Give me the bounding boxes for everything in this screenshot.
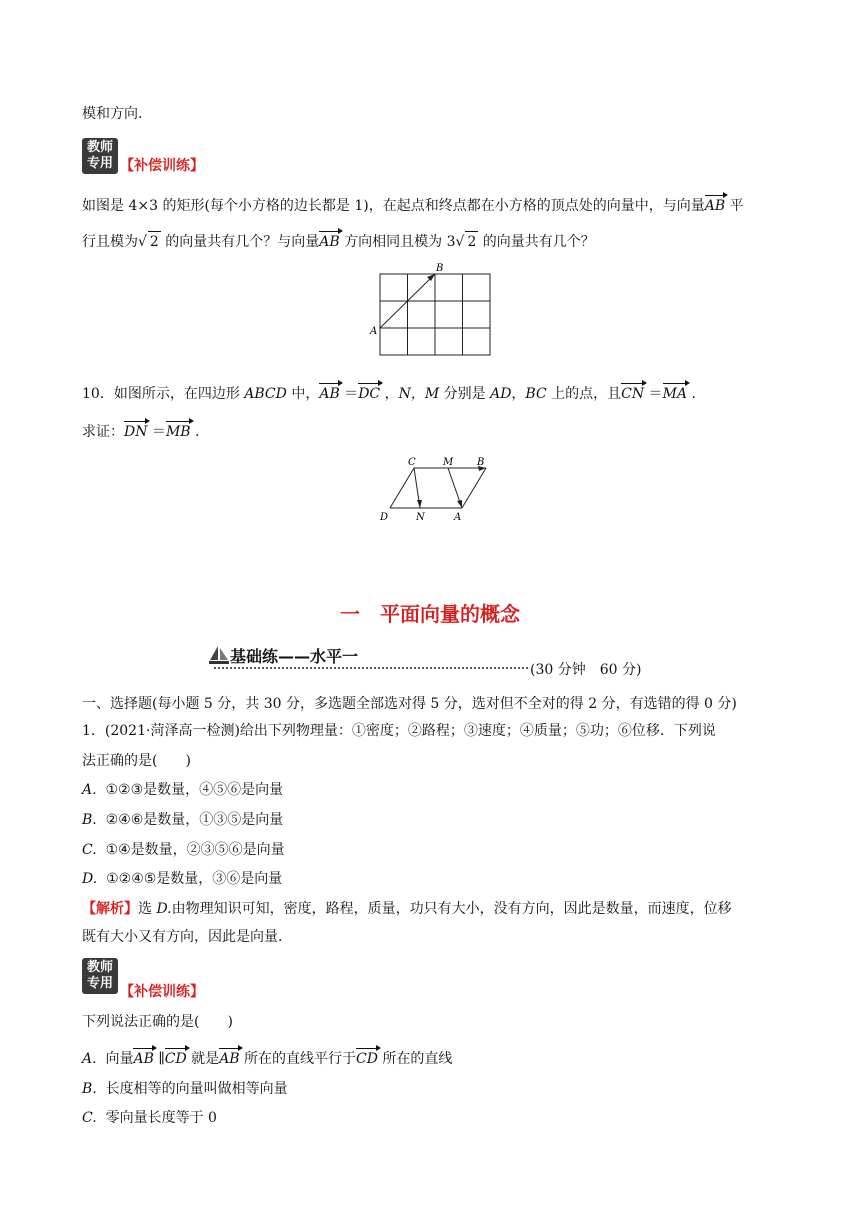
vector-cd: CD [356, 1051, 378, 1067]
q1-line1: 1．(2021·菏泽高一检测)给出下列物理量：①密度；②路程；③速度；④质量；⑤功；⑥位移．下列说 [82, 723, 716, 739]
supp2-option-a: A. 向量AB ∥CD 就是AB 所在的直线平行于CD 所在的直线 [82, 1051, 453, 1067]
label-n: N [416, 512, 425, 523]
label-a: A [370, 326, 378, 337]
vector-ab: AB [319, 386, 340, 402]
badge-line2: 专用 [86, 156, 113, 171]
label-a: A [454, 512, 462, 523]
vector-dn: DN [124, 424, 148, 440]
sailboat-icon [208, 644, 230, 666]
supp2-option-c: C. 零向量长度等于 0 [82, 1110, 217, 1126]
grid-figure [368, 262, 498, 362]
q10-proof: 求证：DN ＝MB . [82, 424, 200, 440]
supplement-tag: 【补偿训练】 [120, 984, 204, 1000]
vector-ab: AB [133, 1051, 154, 1067]
vector-dc: DC [358, 386, 381, 402]
time-score: (30 分钟 60 分) [530, 662, 642, 678]
analysis-line1: 【解析】选 D.由物理知识可知，密度，路程，质量，功只有大小，没有方向，因此是数量，而速度，位移 [82, 901, 732, 917]
option-c: C. ①④是数量，②③⑤⑥是向量 [82, 842, 285, 858]
supp2-option-b: B. 长度相等的向量叫做相等向量 [82, 1081, 288, 1097]
vector-ab: AB [319, 234, 340, 250]
label-m: M [443, 457, 454, 468]
badge-line2: 专用 [86, 976, 113, 991]
analysis-line2: 既有大小又有方向，因此是向量. [82, 929, 283, 945]
text-line: 模和方向. [82, 106, 143, 122]
q10-line1: 10．如图所示，在四边形 ABCD 中，AB ＝DC ，N，M 分别是 AD，BC 上的点，且CN ＝MA . [82, 386, 696, 402]
supp1-line2: 行且模为√ 2 的向量共有几个？与向量AB 方向相同且模为 3√ 2 的向量共有几个？ [82, 231, 595, 252]
option-a: A. ①②③是数量，④⑤⑥是向量 [82, 782, 284, 798]
vector-ab: AB [704, 198, 726, 214]
parallelogram-figure [376, 454, 496, 526]
teacher-badge [82, 958, 118, 994]
badge-line1: 教师 [86, 960, 113, 975]
analysis-tag: 【解析】 [82, 901, 138, 917]
vector-mb: MB [165, 424, 191, 440]
label-b: B [436, 263, 444, 274]
vector-cd: CD [164, 1051, 187, 1067]
option-b: B. ②④⑥是数量，①③⑤是向量 [82, 812, 284, 828]
section-heading: 基础练——水平一 [230, 647, 359, 666]
q1-line2: 法正确的是( ) [82, 753, 191, 769]
lesson-title: 一 平面向量的概念 [340, 602, 520, 626]
sqrt-two: 2 [465, 231, 478, 252]
option-d: D. ①②④⑤是数量，③⑥是向量 [82, 871, 283, 887]
label-d: D [380, 512, 389, 523]
part1-header: 一、选择题(每小题 5 分，共 30 分，多选题全部选对得 5 分，选对但不全对的得 2 分，有选错的得 0 分) [82, 696, 737, 712]
label-b: B [477, 457, 485, 468]
supp2-stem: 下列说法正确的是( ) [82, 1014, 233, 1030]
label-c: C [408, 457, 416, 468]
sqrt-two: 2 [148, 231, 161, 252]
dotted-divider [214, 667, 528, 669]
vector-cn: CN [621, 386, 645, 402]
badge-line1: 教师 [86, 140, 113, 155]
teacher-badge [82, 138, 118, 174]
supp1-line1: 如图是 4×3 的矩形(每个小方格的边长都是 1)，在起点和终点都在小方格的顶点处的向量中，与向量AB 平 [82, 198, 744, 214]
vector-ab: AB [219, 1051, 240, 1067]
vector-ma: MA [662, 386, 688, 402]
supplement-tag: 【补偿训练】 [120, 158, 204, 174]
